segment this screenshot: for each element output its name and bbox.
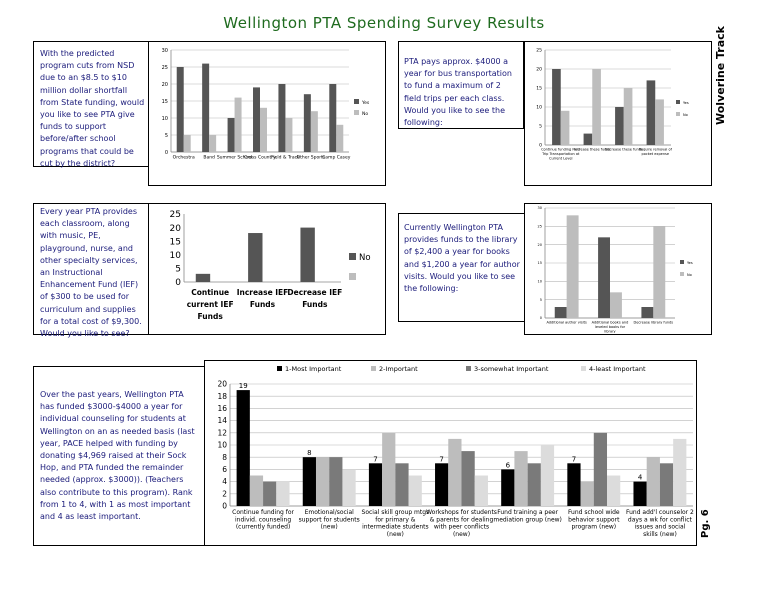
legend-label: Yes — [683, 101, 689, 105]
y-tick-label: 2 — [222, 489, 227, 499]
y-tick-label: 0 — [164, 149, 168, 156]
bar — [253, 87, 260, 152]
legend-label: Yes — [362, 101, 370, 106]
note-box-2 — [398, 41, 524, 129]
bar — [285, 118, 292, 152]
x-tick-label: Continue funding Field Trip Transportation at Current Level — [541, 147, 581, 161]
y-tick-label: 10 — [217, 440, 227, 450]
y-tick-label: 25 — [169, 210, 181, 221]
chart-5-svg — [205, 361, 696, 545]
x-tick-label: Summer School — [216, 155, 253, 161]
bar — [311, 111, 318, 152]
bar — [594, 433, 607, 506]
bar — [409, 476, 422, 507]
bar — [435, 463, 448, 506]
y-tick-label: 8 — [222, 452, 227, 462]
y-tick-label: 14 — [217, 416, 227, 426]
y-tick-label: 0 — [222, 501, 227, 511]
note-text-2: PTA pays approx. $4000 a year for bus transportation to fund a maximum of 2 field trips per each class. Would you like to see the following: — [404, 57, 512, 128]
bar — [369, 463, 382, 506]
x-tick-label: Social skill group mtgs for primary & intermediate students (new) — [361, 509, 430, 538]
y-tick-label: 0 — [539, 316, 542, 321]
bar — [581, 482, 594, 506]
x-tick-label: Require removal of pocket expense — [638, 147, 672, 156]
legend-label: No — [687, 273, 692, 277]
legend-label: 2-Important — [379, 365, 418, 373]
x-tick-label: Cross Country — [244, 155, 276, 161]
chart-3-svg — [149, 204, 385, 334]
y-tick-label: 30 — [161, 47, 168, 54]
bar — [237, 390, 250, 506]
x-tick-label: Additional author visits — [546, 320, 587, 325]
y-tick-label: 4 — [222, 477, 227, 487]
bar — [177, 67, 184, 152]
x-tick-label: Field & Track — [271, 155, 300, 161]
bar — [641, 307, 653, 318]
legend-swatch — [676, 112, 680, 116]
bar — [567, 215, 579, 318]
legend-swatch — [371, 366, 376, 371]
bar — [329, 457, 342, 506]
x-tick-label: Decrease library funds — [633, 320, 674, 325]
y-tick-label: 20 — [537, 242, 542, 247]
legend-label: No — [362, 112, 369, 117]
y-tick-label: 15 — [536, 86, 542, 92]
y-tick-label: 10 — [537, 279, 542, 284]
y-tick-label: 15 — [169, 237, 181, 248]
bar — [303, 457, 316, 506]
x-tick-label: Increase IEF Funds — [236, 288, 289, 309]
chart-2-svg — [525, 42, 711, 185]
note-text-5: Over the past years, Wellington PTA has funded $3000-$4000 a year for individual counseling for students at Wellington on an as needed basis (last year, PACE helped with funding by donating $4,969 raised at their Sock Hop, and PTA funded the remainder needed (approx. $3000)). (Teachers also contribute to this program). Rank from 1 to 4, with 1 as most important and 4 as least important. — [40, 390, 195, 522]
bar — [633, 482, 646, 506]
y-tick-label: 20 — [169, 223, 181, 234]
note-box-1 — [33, 41, 151, 167]
bar — [184, 135, 191, 152]
y-tick-label: 16 — [217, 404, 227, 414]
y-tick-label: 10 — [169, 250, 181, 261]
x-tick-label: Other Sports — [296, 155, 326, 161]
bar — [278, 84, 285, 152]
bar — [647, 80, 656, 145]
bar — [260, 108, 267, 152]
y-tick-label: 25 — [537, 224, 542, 229]
note-box-4 — [398, 213, 526, 322]
bar — [382, 433, 395, 506]
y-tick-label: 10 — [536, 105, 542, 111]
note-box-3 — [33, 203, 151, 339]
y-tick-label: 20 — [536, 67, 542, 73]
x-tick-label: Fund school wide behavior support program (new) — [567, 509, 620, 531]
x-tick-label: Orchestra — [172, 155, 195, 161]
y-tick-label: 5 — [164, 132, 168, 139]
bar — [342, 469, 355, 506]
note-text-4: Currently Wellington PTA provides funds to the library of $2,400 a year for books and $1,200 a year for author visits. Would you like to see the following: — [404, 223, 520, 294]
bar — [607, 476, 620, 507]
y-tick-label: 25 — [161, 64, 168, 71]
legend-swatch — [676, 100, 680, 104]
bar — [202, 64, 209, 152]
note-text-1: With the predicted program cuts from NSD due to an $8.5 to $10 million dollar shortfall from State funding, would you like to see PTA give funds to support before/after school programs that could be cut by the district? — [40, 49, 145, 168]
x-tick-label: Band — [203, 155, 215, 161]
chart-box-2 — [524, 41, 712, 186]
chart-box-1 — [148, 41, 386, 186]
data-label: 6 — [505, 461, 511, 470]
bar — [228, 118, 235, 152]
data-label: 7 — [571, 455, 577, 464]
legend-swatch — [354, 110, 359, 115]
x-tick-label: Continue current IEF Funds — [186, 288, 234, 321]
bar — [592, 69, 601, 145]
page-label: Pg. 6 — [700, 509, 711, 538]
bar — [514, 451, 527, 506]
bar — [647, 457, 660, 506]
x-tick-label: Decrease these funds — [604, 147, 643, 152]
bar — [615, 107, 624, 145]
bar — [329, 84, 336, 152]
y-tick-label: 10 — [161, 115, 168, 122]
bar — [462, 451, 475, 506]
legend-swatch — [581, 366, 586, 371]
y-tick-label: 6 — [222, 465, 227, 475]
bar — [610, 292, 622, 318]
bar — [196, 274, 210, 282]
note-text-3: Every year PTA provides each classroom, along with music, PE, playground, nurse, and other specialty services, an Instructional Enhancement Fund (IEF) of $300 to be used for curriculum and supplies for a total cost of $9,300. Would you like to see? — [40, 207, 142, 339]
chart-1-svg — [149, 42, 385, 185]
data-label: 7 — [439, 455, 444, 464]
x-tick-label: Fund training a peer mediation group (new) — [493, 509, 562, 524]
x-tick-label: Fund add'l counselor 2 days a wk for conflict issues and social skills (new) — [625, 509, 694, 538]
bar — [336, 125, 343, 152]
x-tick-label: Camp Casey — [322, 155, 351, 161]
x-tick-label: Additional books and leveled books for library — [591, 320, 629, 334]
bar — [501, 469, 514, 506]
legend-label: No — [683, 113, 688, 117]
page-title: Wellington PTA Spending Survey Results — [223, 14, 545, 32]
bar — [304, 94, 311, 152]
x-tick-label: Continue funding for individ. counseling (currently funded) — [232, 509, 295, 531]
legend-label: 4-least Important — [589, 365, 646, 373]
chart-box-3 — [148, 203, 386, 335]
chart-box-5 — [204, 360, 697, 546]
y-tick-label: 5 — [539, 124, 542, 130]
y-tick-label: 0 — [175, 278, 181, 289]
legend-label: Yes — [687, 261, 693, 265]
bar — [475, 476, 488, 507]
bar — [300, 228, 314, 282]
y-tick-label: 20 — [161, 81, 168, 88]
legend-swatch — [354, 99, 359, 104]
y-tick-label: 25 — [536, 48, 542, 54]
legend-label: No — [359, 253, 371, 263]
legend-swatch — [349, 273, 356, 280]
bar — [250, 476, 263, 507]
y-tick-label: 5 — [539, 297, 542, 302]
bar — [655, 99, 664, 145]
bar — [561, 111, 570, 145]
bar — [528, 463, 541, 506]
bar — [673, 439, 686, 506]
bar — [624, 88, 633, 145]
y-tick-label: 15 — [161, 98, 168, 105]
bar — [263, 482, 276, 506]
bar — [567, 463, 580, 506]
legend-swatch — [680, 272, 684, 276]
bar — [552, 69, 561, 145]
bar — [541, 445, 554, 506]
data-label: 7 — [373, 455, 378, 464]
data-label: 19 — [238, 382, 248, 391]
bar — [598, 237, 610, 318]
y-tick-label: 30 — [537, 206, 542, 211]
bar — [316, 457, 329, 506]
note-box-5 — [33, 366, 207, 546]
y-tick-label: 15 — [537, 261, 542, 266]
x-tick-label: Decrease IEF Funds — [287, 288, 343, 309]
y-tick-label: 18 — [217, 391, 227, 401]
bar — [248, 233, 262, 282]
side-title: Wolverine Track — [714, 26, 727, 125]
legend-swatch — [277, 366, 282, 371]
y-tick-label: 12 — [217, 428, 227, 438]
bar — [448, 439, 461, 506]
data-label: 8 — [307, 449, 312, 458]
legend-swatch — [349, 253, 356, 260]
y-tick-label: 5 — [175, 264, 181, 275]
legend-swatch — [680, 260, 684, 264]
bar — [653, 226, 665, 318]
y-tick-label: 20 — [217, 379, 227, 389]
bar — [209, 135, 216, 152]
legend-swatch — [466, 366, 471, 371]
x-tick-label: Increase these funds — [574, 147, 611, 152]
bar — [660, 463, 673, 506]
x-tick-label: Emotional/social support for students (new) — [298, 509, 360, 531]
bar — [276, 482, 289, 506]
chart-box-4 — [524, 203, 712, 335]
legend-label: 3-somewhat Important — [474, 365, 549, 373]
data-label: 4 — [637, 473, 643, 482]
bar — [584, 134, 593, 145]
y-tick-label: 0 — [539, 143, 542, 149]
bar — [235, 98, 242, 152]
bar — [555, 307, 567, 318]
chart-4-svg — [525, 204, 711, 334]
bar — [395, 463, 408, 506]
x-tick-label: Workshops for students & parents for dealing with peer conflicts (new) — [426, 509, 497, 538]
legend-label: 1-Most Important — [285, 365, 342, 373]
